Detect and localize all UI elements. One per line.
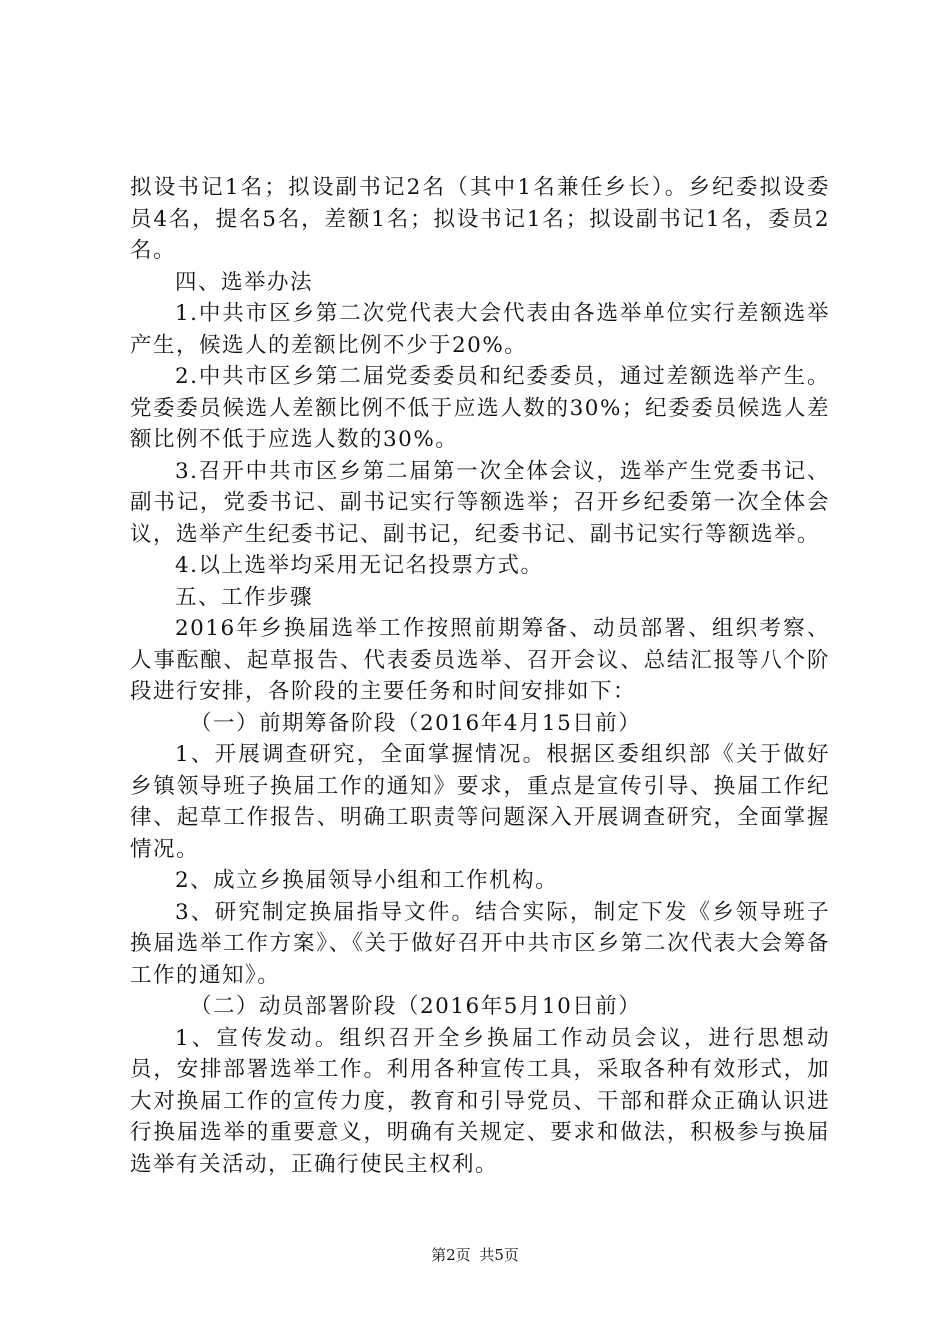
paragraph: 3.召开中共市区乡第二届第一次全体会议，选举产生党委书记、副书记，党委书记、副书记实行等额选举；召开乡纪委第一次全体会议，选举产生纪委书记、副书记，纪委书记、副书记实行等额选举。: [130, 458, 830, 547]
page-number: 第2页: [431, 1246, 471, 1264]
paragraph: 2016年乡换届选举工作按照前期筹备、动员部署、组织考察、人事酝酿、起草报告、代表委员选举、召开会议、总结汇报等八个阶段进行安排，各阶段的主要任务和时间安排如下：: [130, 616, 830, 704]
page-total: 共5页: [479, 1246, 519, 1264]
paragraph: 拟设书记1名；拟设副书记2名（其中1名兼任乡长）。乡纪委拟设委员4名，提名5名，差额1名；拟设书记1名；拟设副书记1名，委员2名。: [130, 175, 830, 263]
document-body: [130, 172, 830, 1180]
section-heading: 四、选举办法: [175, 269, 314, 295]
subsection-heading: （一）前期筹备阶段（2016年4月15日前）: [190, 710, 642, 736]
paragraph: 1、开展调查研究，全面掌握情况。根据区委组织部《关于做好乡镇领导班子换届工作的通知》要求，重点是宣传引导、换届工作纪律、起草工作报告、明确工职责等问题深入开展调查研究，全面掌握情况。: [130, 742, 830, 862]
subsection-heading: （二）动员部署阶段（2016年5月10日前）: [190, 994, 642, 1019]
paragraph: 4.以上选举均采用无记名投票方式。: [175, 553, 544, 578]
paragraph: 3、研究制定换届指导文件。结合实际，制定下发《乡领导班子换届选举工作方案》、《关于做好召开中共市区乡第二次代表大会筹备工作的通知》。: [130, 899, 830, 988]
section-heading: 五、工作步骤: [175, 584, 314, 610]
paragraph: 1、宣传发动。组织召开全乡换届工作动员会议，进行思想动员，安排部署选举工作。利用各种宣传工具，采取各种有效形式，加大对换届工作的宣传力度，教育和引导党员、干部和群众正确认识进行换届选举的重要意义，明确有关规定、要求和做法，积极参与换届选举有关活动，正确行使民主权利。: [130, 1025, 830, 1177]
paragraph: 2、成立乡换届领导小组和工作机构。: [175, 868, 559, 893]
page-footer: [0, 1244, 950, 1265]
paragraph: 2.中共市区乡第二届党委委员和纪委委员，通过差额选举产生。党委委员候选人差额比例不低于应选人数的30%；纪委委员候选人差额比例不低于应选人数的30%。: [130, 364, 830, 452]
paragraph: 1.中共市区乡第二次党代表大会代表由各选举单位实行差额选举产生，候选人的差额比例不少于20%。: [130, 301, 830, 358]
